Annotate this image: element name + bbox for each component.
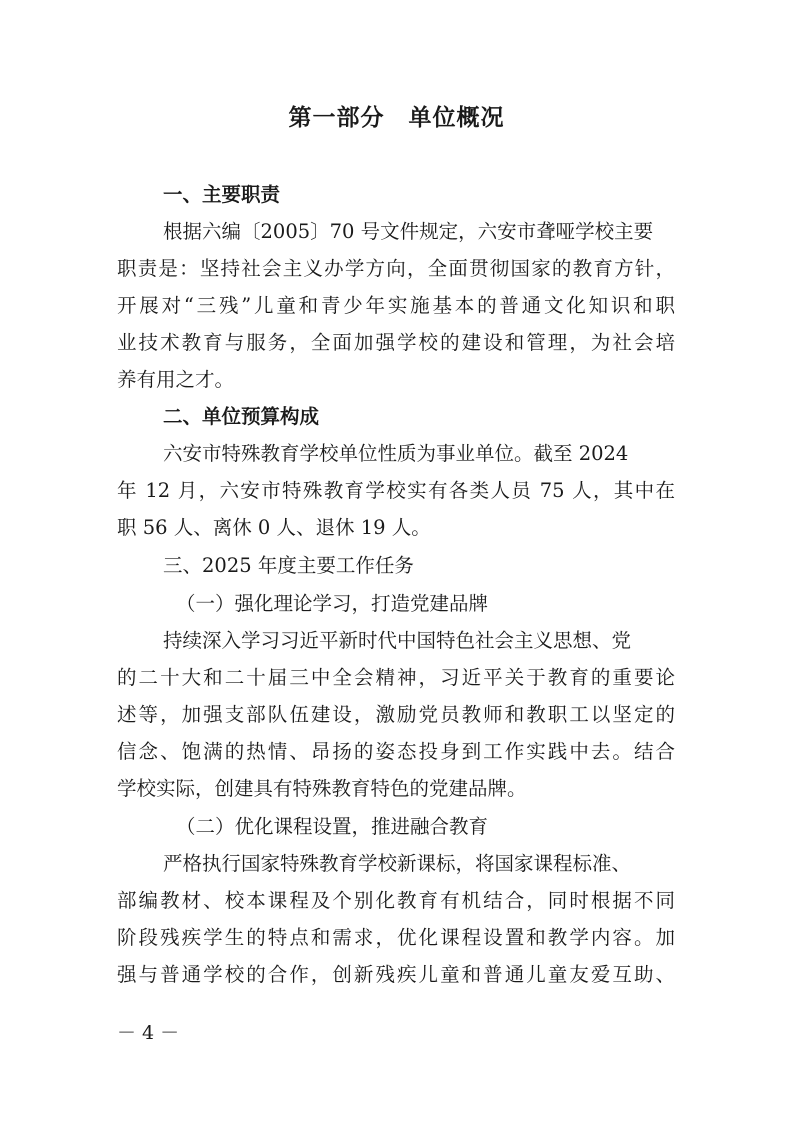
subsection-heading-theory-study: （一）强化理论学习，打造党建品牌: [176, 592, 489, 615]
paragraph-line: 根据六编〔2005〕70 号文件规定，六安市聋哑学校主要: [163, 220, 654, 243]
paragraph-line: 述等，加强支部队伍建设，激励党员教师和教职工以坚定的: [117, 703, 675, 726]
section-heading-main-duties: 一、主要职责: [163, 183, 281, 206]
section-heading-main-tasks: 三、2025 年度主要工作任务: [163, 554, 414, 577]
paragraph-line: 严格执行国家特殊教育学校新课标，将国家课程标准、: [163, 852, 632, 875]
paragraph-line: 强与普通学校的合作，创新残疾儿童和普通儿童友爱互助、: [117, 963, 675, 986]
paragraph-line: 业技术教育与服务，全面加强学校的建设和管理，为社会培: [117, 331, 675, 354]
paragraph-line: 学校实际，创建具有特殊教育特色的党建品牌。: [117, 777, 527, 800]
paragraph-line: 部编教材、校本课程及个别化教育有机结合，同时根据不同: [117, 889, 675, 912]
paragraph-line: 职责是：坚持社会主义办学方向，全面贯彻国家的教育方针，: [117, 257, 675, 280]
section-heading-budget-structure: 二、单位预算构成: [163, 405, 320, 428]
page-title-part: 第一部分: [288, 105, 385, 131]
paragraph-line: 信念、饱满的热情、昂扬的姿态投身到工作实践中去。结合: [117, 740, 675, 763]
paragraph-line: 持续深入学习习近平新时代中国特色社会主义思想、党: [163, 629, 632, 652]
paragraph-line: 开展对“三残”儿童和青少年实施基本的普通文化知识和职: [117, 294, 675, 317]
page-title-name: 单位概况: [408, 105, 505, 131]
paragraph-line: 阶段残疾学生的特点和需求，优化课程设置和教学内容。加: [117, 926, 675, 949]
paragraph-line: 职 56 人、离休 0 人、退休 19 人。: [117, 516, 431, 539]
page-number: － 4 －: [117, 1022, 180, 1044]
paragraph-line: 养有用之才。: [117, 368, 235, 391]
paragraph-line: 年 12 月，六安市特殊教育学校实有各类人员 75 人，其中在: [117, 479, 675, 502]
subsection-heading-curriculum: （二）优化课程设置，推进融合教育: [176, 815, 489, 838]
page-title: [0, 100, 793, 136]
paragraph-line: 六安市特殊教育学校单位性质为事业单位。截至 2024: [163, 442, 629, 465]
paragraph-line: 的二十大和二十届三中全会精神，习近平关于教育的重要论: [117, 666, 675, 689]
